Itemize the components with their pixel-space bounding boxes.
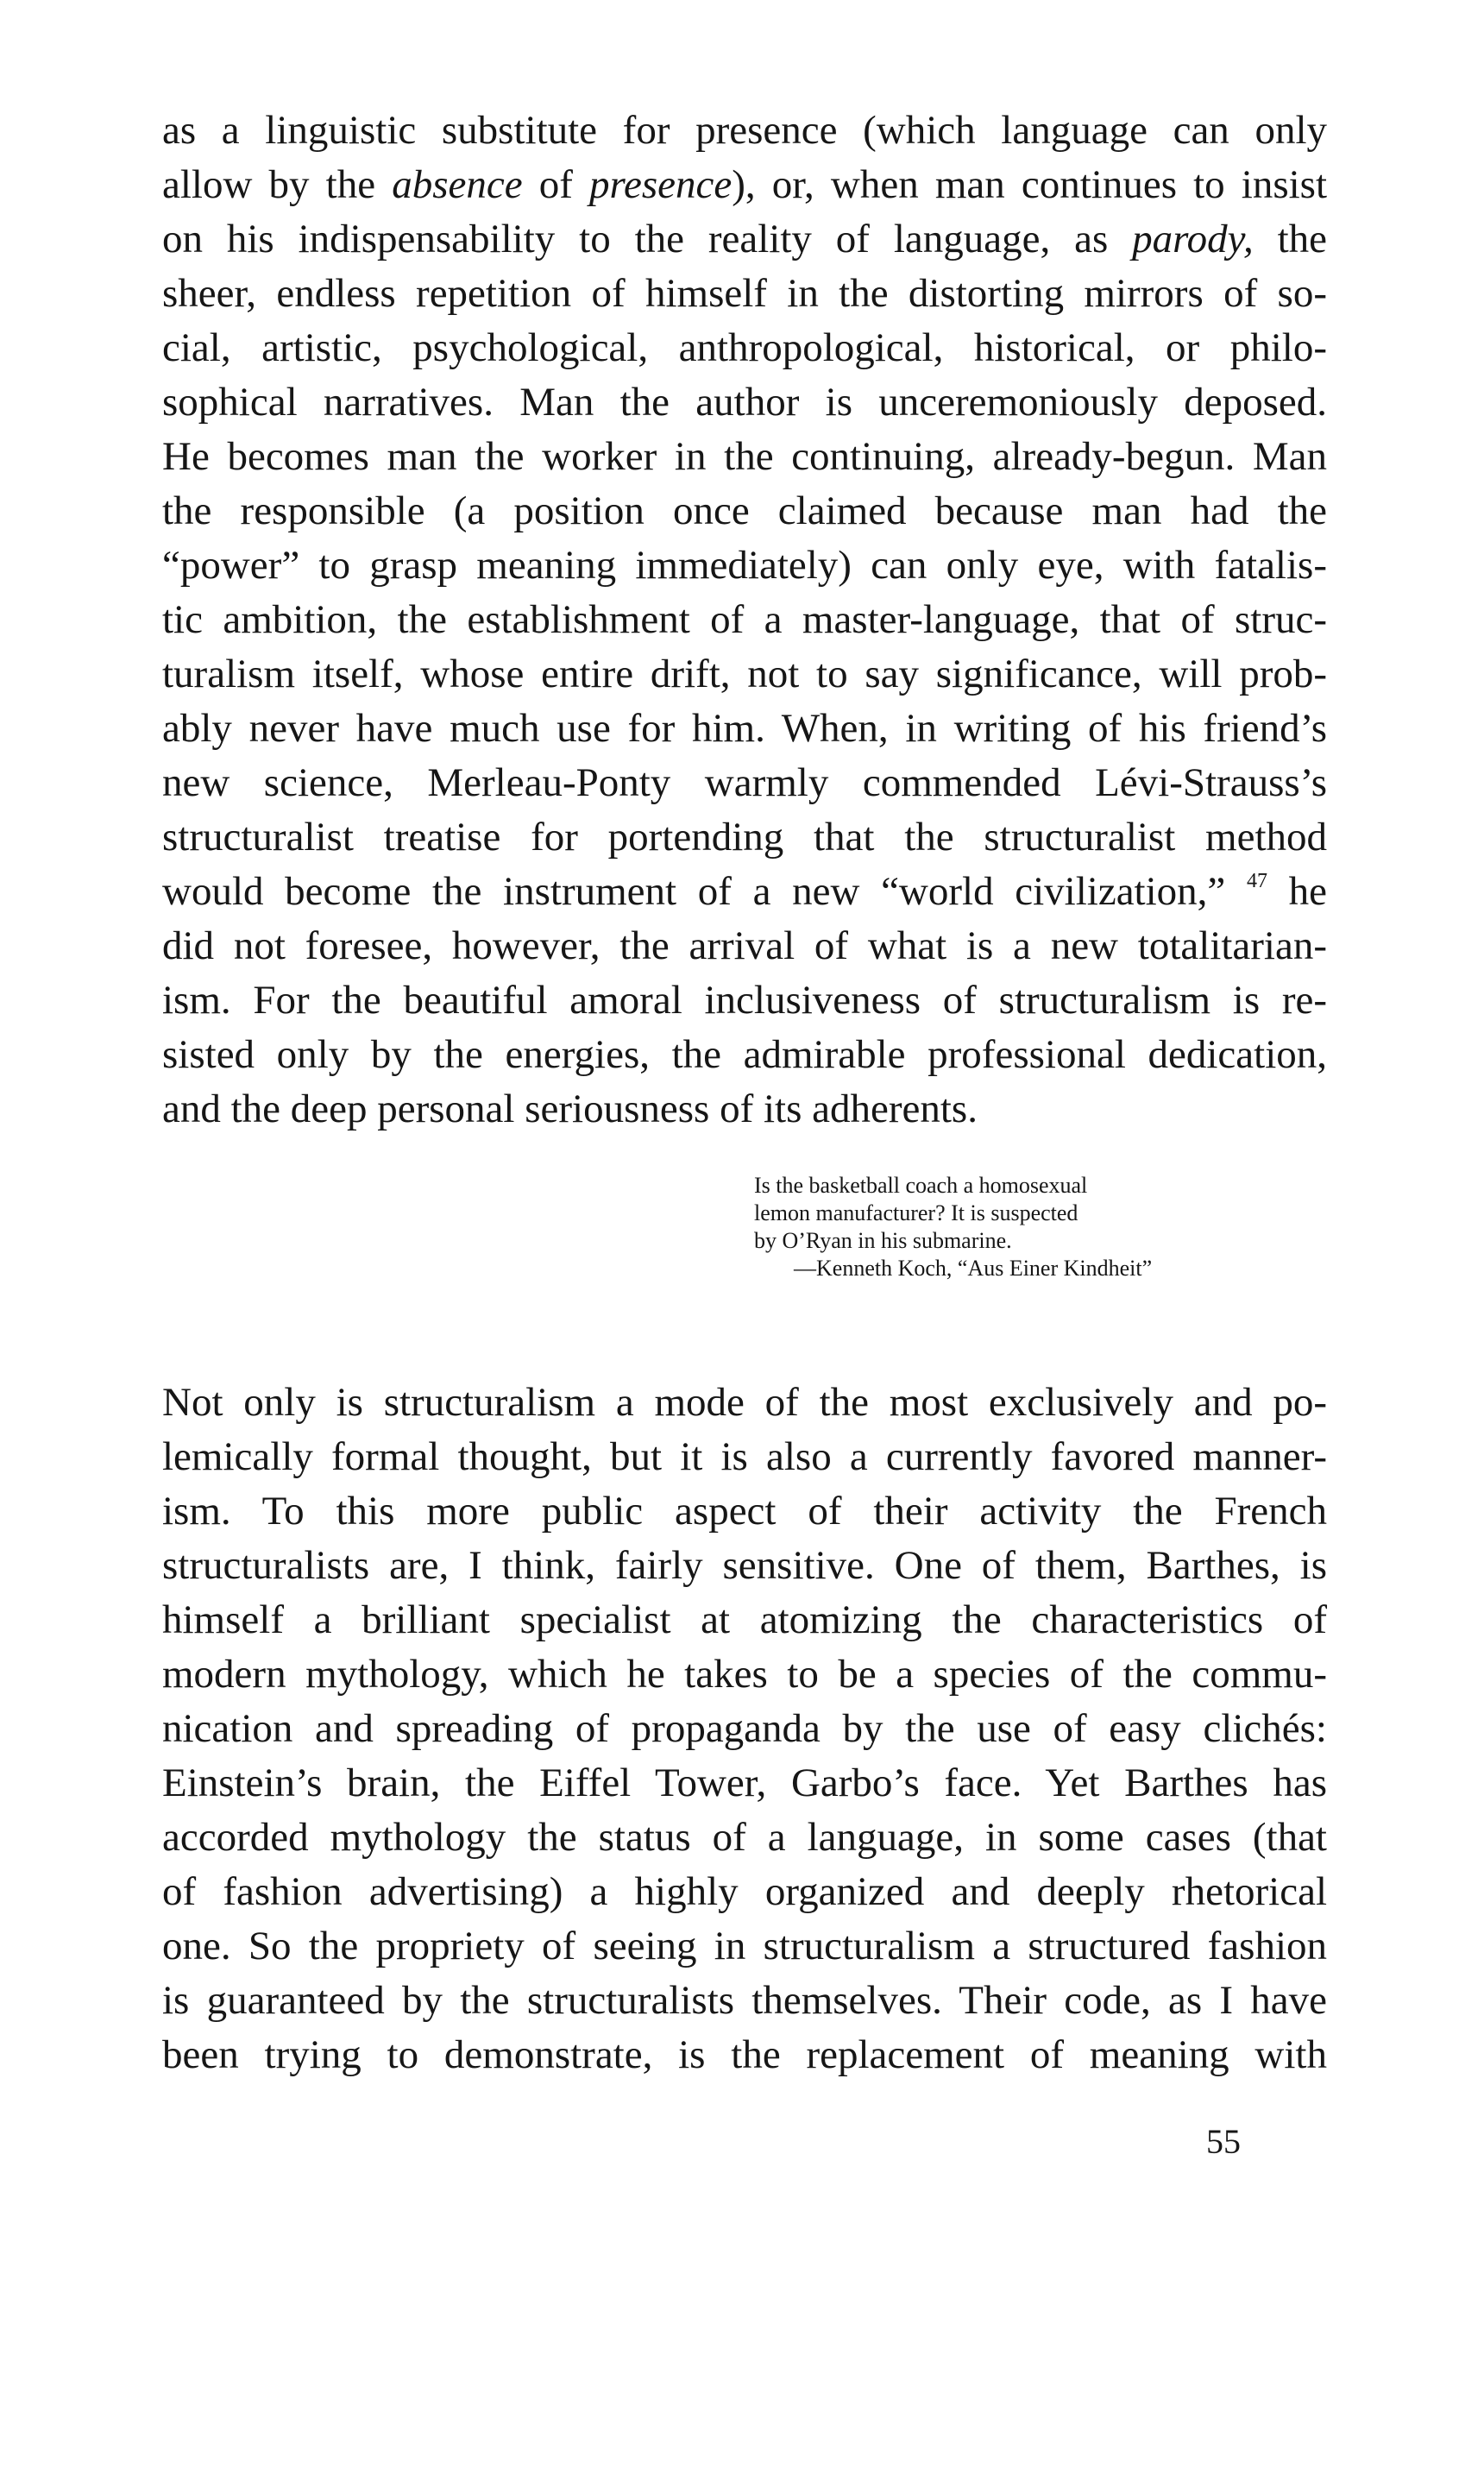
paragraph-2-line-1: Not only is structuralism a mode of the most exclusively and po- [162, 1380, 1327, 1425]
paragraph-1-line-9: “power” to grasp meaning immediately) can only eye, with fatalis- [162, 543, 1327, 588]
page-number: 55 [1206, 2122, 1241, 2161]
paragraph-2-line-3: ism. To this more public aspect of their activity the French [162, 1489, 1327, 1534]
footnote-reference: 47 [1246, 870, 1267, 892]
text-run: ), or, when man continues to insist [732, 162, 1328, 207]
paragraph-2-line-10: of fashion advertising) a highly organized and deeply rhetorical [162, 1869, 1327, 1914]
paragraph-1-line-6: sophical narratives. Man the author is unceremoniously deposed. [162, 380, 1327, 425]
text-run: allow by the [162, 162, 376, 207]
text-run: he [1288, 869, 1328, 914]
paragraph-1-line-3 [162, 214, 1327, 264]
epigraph-attribution: —Kenneth Koch, “Aus Einer Kindheit” [794, 1256, 1153, 1281]
paragraph-1-line-7: He becomes man the worker in the continuing, already-begun. Man [162, 434, 1327, 479]
epigraph-line-2: lemon manufacturer? It is suspected [754, 1200, 1078, 1225]
paragraph-1-line-17: ism. For the beautiful amoral inclusiveness of structuralism is re- [162, 978, 1327, 1023]
paragraph-2-line-13: been trying to demonstrate, is the replacement of meaning with [162, 2032, 1327, 2077]
paragraph-2-line-8: Einstein’s brain, the Eiffel Tower, Garbo’s face. Yet Barthes has [162, 1760, 1327, 1805]
paragraph-1-line-18: sisted only by the energies, the admirable professional dedication, [162, 1032, 1327, 1077]
paragraph-2-line-7: nication and spreading of propaganda by the use of easy clichés: [162, 1706, 1327, 1751]
paragraph-1-line-8: the responsible (a position once claimed because man had the [162, 488, 1327, 533]
paragraph-1-line-13: new science, Merleau-Ponty warmly commended Lévi-Strauss’s [162, 760, 1327, 805]
paragraph-1-line-16: did not foresee, however, the arrival of what is a new totalitarian- [162, 923, 1327, 968]
paragraph-1-line-5: cial, artistic, psychological, anthropological, historical, or philo- [162, 325, 1327, 370]
paragraph-1-line-11: turalism itself, whose entire drift, not to say significance, will prob- [162, 652, 1327, 696]
paragraph-1-line-14: structuralist treatise for portending that the structuralist method [162, 815, 1327, 860]
italic-term-parody: parody, [1132, 217, 1254, 261]
paragraph-1-line-15 [162, 866, 1327, 916]
paragraph-1-line-1: as a linguistic substitute for presence (which language can only [162, 108, 1327, 153]
text-run: of [538, 162, 573, 207]
paragraph-1-line-19: and the deep personal seriousness of its adherents. [162, 1086, 978, 1131]
paragraph-2-line-5: himself a brilliant specialist at atomizing the characteristics of [162, 1597, 1327, 1642]
paragraph-2-line-4: structuralists are, I think, fairly sensitive. One of them, Barthes, is [162, 1543, 1327, 1588]
epigraph-line-3: by O’Ryan in his submarine. [754, 1228, 1012, 1253]
paragraph-2-line-12: is guaranteed by the structuralists themselves. Their code, as I have [162, 1978, 1327, 2023]
italic-term-presence: presence [588, 162, 733, 207]
paragraph-2-line-11: one. So the propriety of seeing in structuralism a structured fashion [162, 1924, 1327, 1968]
italic-term-absence: absence [392, 162, 523, 207]
text-run: on his indispensability to the reality of language, as [162, 217, 1109, 261]
text-run: the [1277, 217, 1328, 261]
paragraph-1-line-4: sheer, endless repetition of himself in the distorting mirrors of so- [162, 271, 1327, 316]
paragraph-2-line-9: accorded mythology the status of a language, in some cases (that [162, 1815, 1327, 1860]
text-run: would become the instrument of a new “world civilization,” [162, 869, 1226, 914]
paragraph-1-line-12: ably never have much use for him. When, in writing of his friend’s [162, 706, 1327, 751]
epigraph-line-1: Is the basketball coach a homosexual [754, 1173, 1088, 1198]
paragraph-1-line-2 [162, 160, 1327, 210]
paragraph-1-line-10: tic ambition, the establishment of a master-language, that of struc- [162, 597, 1327, 642]
paragraph-2-line-2: lemically formal thought, but it is also a currently favored manner- [162, 1434, 1327, 1479]
paragraph-2-line-6: modern mythology, which he takes to be a species of the commu- [162, 1652, 1327, 1697]
